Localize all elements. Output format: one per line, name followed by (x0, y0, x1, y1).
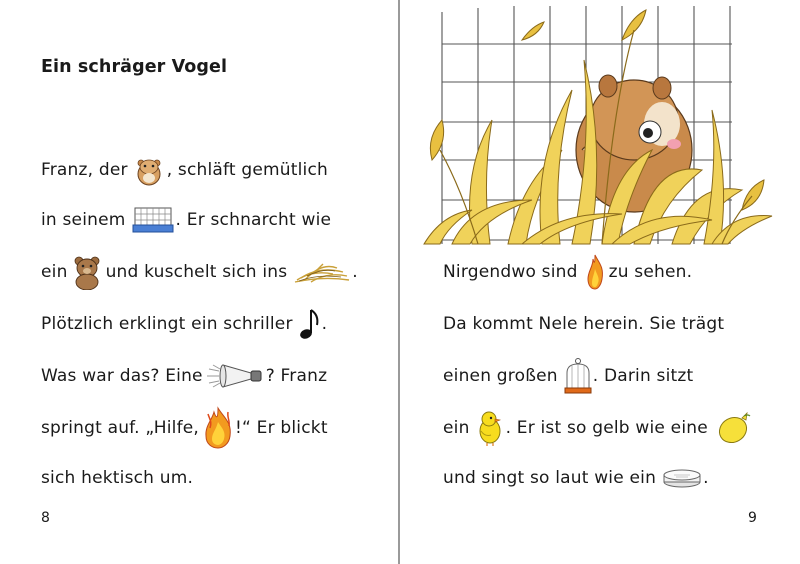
text-line-2: in seinem . Er schnarcht wie (41, 205, 331, 235)
text-line-4: Plötzlich erklingt ein schriller . (41, 309, 327, 339)
smoke-detector-icon (662, 467, 702, 489)
hamster-in-grass-illustration (412, 0, 800, 248)
text-line-r1: Nirgendwo sind zu sehen. (443, 257, 692, 287)
lemon-icon (716, 410, 752, 446)
hamster-icon (132, 153, 166, 187)
right-page (400, 0, 800, 564)
straw-icon (293, 258, 351, 286)
text-line-r3: einen großen . Darin sitzt (443, 361, 693, 391)
text-line-5: Was war das? Eine ? Franz (41, 361, 327, 391)
text-line-r2: Da kommt Nele herein. Sie trägt (443, 314, 725, 334)
text-line-1: Franz, der , schläft gemütlich (41, 155, 328, 185)
chapter-title: Ein schräger Vogel (41, 57, 228, 77)
horn-icon (207, 361, 265, 391)
text-line-7: sich hektisch um. (41, 468, 194, 488)
flame-icon (584, 253, 606, 291)
left-page (0, 0, 398, 564)
page-number-right: 9 (748, 510, 757, 526)
music-note-icon (299, 307, 321, 341)
text-line-r5: und singt so laut wie ein . (443, 468, 709, 488)
text-line-3: ein und kuschelt sich ins . (41, 257, 358, 287)
canary-icon (475, 409, 505, 447)
text-line-r4: ein . Er ist so gelb wie eine (443, 413, 753, 443)
birdcage-icon (564, 357, 592, 395)
fire-icon (202, 406, 234, 450)
bear-icon (71, 254, 103, 290)
cage-icon (131, 205, 175, 235)
text-line-6: springt auf. „Hilfe, !“ Er blickt (41, 413, 328, 443)
page-number-left: 8 (41, 510, 50, 526)
